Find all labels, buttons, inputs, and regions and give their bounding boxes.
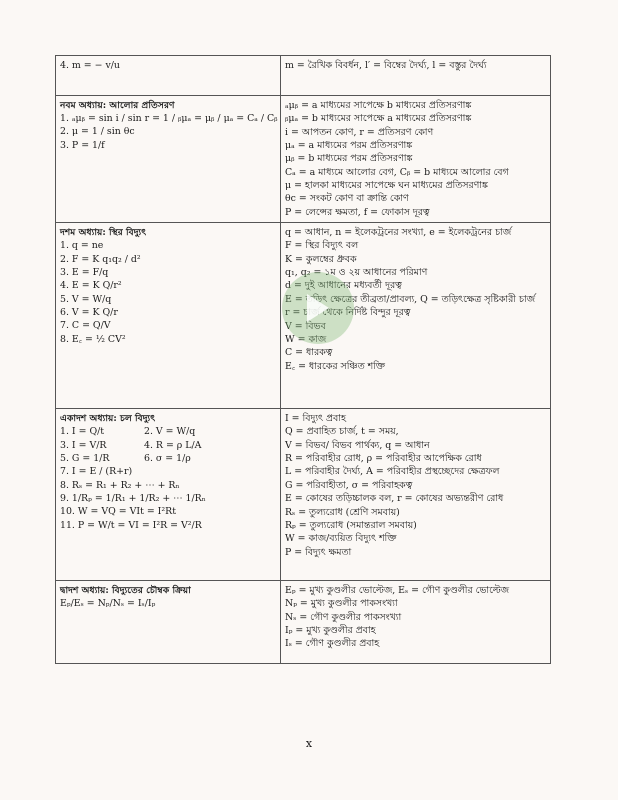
- definition-cell: [281, 409, 551, 581]
- formula-line: 3. E = F/q: [60, 266, 109, 278]
- formula-line: 8. Rₛ = R₁ + R₂ + ⋯ + Rₙ: [60, 479, 180, 491]
- formula-line: 5. V = W/q: [60, 293, 112, 305]
- formula-line: 7. I = E / (R+r): [60, 466, 133, 478]
- table-row: [56, 56, 551, 96]
- definition-line: m = রৈখিক বিবর্ধন, l′ = বিম্বের দৈর্ঘ্য, l = বস্তুর দৈর্ঘ্য: [285, 60, 487, 71]
- table-row: [56, 409, 551, 581]
- page-number: x: [305, 737, 313, 750]
- definition-line: q = আধান, n = ইলেকট্রনের সংখ্যা, e = ইলেকট্রনের চার্জ: [285, 227, 512, 239]
- definition-line: C = ধারকত্ব: [285, 347, 333, 359]
- definition-line: ᵦμₐ = b মাধ্যমের সাপেক্ষে a মাধ্যমের প্রতিসরণাঙ্ক: [285, 113, 472, 125]
- formula-line: 4. E = K Q/r²: [60, 280, 122, 292]
- definition-line: r = চার্জ থেকে নির্দিষ্ট বিন্দুর দূরত্ব: [285, 307, 411, 319]
- formula-cell: [56, 56, 281, 96]
- definition-cell: [281, 581, 551, 664]
- formula-line: 4. m = − v/u: [60, 60, 120, 71]
- formula-cell: [56, 581, 281, 664]
- definition-line: E = তড়িৎ ক্ষেত্রের তীব্রতা/প্রাবল্য, Q = তড়িৎক্ষেত্র সৃষ্টিকারী চার্জ: [285, 293, 536, 305]
- formula-line: 1. ₐμᵦ = sin i / sin r = 1 / ᵦμₐ = μᵦ / μₐ = Cₐ / Cᵦ: [60, 113, 278, 125]
- formula-line: 6. V = K Q/r: [60, 306, 118, 318]
- formula-line: 1. q = ne: [60, 240, 104, 252]
- table-row: [56, 96, 551, 223]
- formula-table: [55, 55, 551, 664]
- definition-line: P = লেন্সের ক্ষমতা, f = ফোকাস দূরত্ব: [285, 206, 430, 218]
- chapter-heading: নবম অধ্যায়: আলোর প্রতিসরণ: [60, 100, 175, 111]
- definition-line: Eₚ = মুখ্য কুণ্ডলীর ভোল্টেজ, Eₛ = গৌণ কুণ্ডলীর ভোল্টেজ: [285, 585, 510, 597]
- definition-line: R = পরিবাহীর রোধ, ρ = পরিবাহীর আপেক্ষিক রোধ: [285, 453, 482, 465]
- formula-pair: [60, 425, 276, 438]
- definition-line: Nₛ = গৌণ কুণ্ডলীর পাকসংখ্যা: [285, 611, 402, 623]
- definition-line: μ = হালকা মাধ্যমের সাপেক্ষে ঘন মাধ্যমের প্রতিসরণাঙ্ক: [285, 180, 488, 192]
- formula-line: 1. I = Q/t: [60, 426, 105, 438]
- definition-line: q₁, q₂ = ১ম ও ২য় আধানের পরিমাণ: [285, 267, 428, 279]
- table-row: [56, 581, 551, 664]
- definition-line: E꜀ = ধারকের সঞ্চিত শক্তি: [285, 360, 385, 372]
- formula-line: Eₚ/Eₛ = Nₚ/Nₛ = Iₛ/Iₚ: [60, 598, 156, 610]
- formula-line: 6. σ = 1/ρ: [144, 452, 191, 464]
- formula-cell: [56, 409, 281, 581]
- definition-line: K = কুলম্বের ধ্রুবক: [285, 253, 357, 265]
- chapter-heading: দশম অধ্যায়: স্থির বিদ্যুৎ: [60, 227, 147, 239]
- formula-cell: [56, 223, 281, 409]
- formula-line: 2. F = K q₁q₂ / d²: [60, 253, 141, 265]
- chapter-heading: দ্বাদশ অধ্যায়: বিদ্যুতের চৌম্বক ক্রিয়া: [60, 585, 191, 597]
- formula-line: 7. C = Q/V: [60, 320, 111, 332]
- definition-line: Q = প্রবাহিত চার্জ, t = সময়,: [285, 426, 399, 438]
- formula-line: 11. P = W/t = VI = I²R = V²/R: [60, 519, 202, 531]
- definition-line: Iₚ = মুখ্য কুণ্ডলীর প্রবাহ: [285, 625, 376, 637]
- formula-line: 3. P = 1/f: [60, 139, 105, 151]
- formula-line: 4. R = ρ L/A: [144, 439, 202, 451]
- definition-line: d = দুই আধানের মধ্যবর্তী দূরত্ব: [285, 280, 402, 292]
- definition-cell: [281, 56, 551, 96]
- definition-line: L = পরিবাহীর দৈর্ঘ্য, A = পরিবাহীর প্রস্থচ্ছেদের ক্ষেত্রফল: [285, 466, 500, 478]
- formula-line: 10. W = VQ = VIt = I²Rt: [60, 506, 176, 518]
- definition-line: Cₐ = a মাধ্যমে আলোর বেগ, Cᵦ = b মাধ্যমে আলোর বেগ: [285, 166, 509, 178]
- formula-line: 3. I = V/R: [60, 439, 107, 451]
- definition-line: Rₚ = তুল্যরোধ (সমান্তরাল সমবায়): [285, 519, 417, 531]
- definition-line: E = কোষের তড়িচ্চালক বল, r = কোষের অভ্যন্তরীণ রোধ: [285, 493, 504, 505]
- definition-line: θc = সংকট কোণ বা ক্রান্তি কোণ: [285, 193, 409, 205]
- definition-line: P = বিদ্যুৎ ক্ষমতা: [285, 546, 352, 558]
- formula-pair: [60, 439, 276, 452]
- formula-line: 9. 1/Rₚ = 1/R₁ + 1/R₂ + ⋯ 1/Rₙ: [60, 492, 206, 504]
- chapter-heading: একাদশ অধ্যায়: চল বিদ্যুৎ: [60, 413, 156, 425]
- formula-cell: [56, 96, 281, 223]
- definition-line: ₐμᵦ = a মাধ্যমের সাপেক্ষে b মাধ্যমের প্রতিসরণাঙ্ক: [285, 100, 472, 111]
- formula-line: 2. V = W/q: [144, 426, 196, 438]
- play-icon: [307, 294, 329, 322]
- formula-line: 2. μ = 1 / sin θc: [60, 126, 135, 138]
- definition-line: I = বিদ্যুৎ প্রবাহ: [285, 413, 346, 425]
- definition-line: Iₛ = গৌণ কুণ্ডলীর প্রবাহ: [285, 638, 380, 650]
- definition-line: i = আপতন কোণ, r = প্রতিসরণ কোণ: [285, 126, 434, 138]
- definition-line: V = বিভব/ বিভব পার্থক্য, q = আধান: [285, 439, 430, 451]
- definition-line: Rₛ = তুল্যরোধ (শ্রেণি সমবায়): [285, 506, 400, 518]
- definition-line: F = স্থির বিদ্যুৎ বল: [285, 240, 359, 252]
- definition-line: Nₚ = মুখ্য কুণ্ডলীর পাকসংখ্যা: [285, 598, 398, 610]
- definition-line: V = বিভব: [285, 320, 326, 332]
- definition-cell: [281, 96, 551, 223]
- definition-line: W = কাজ: [285, 333, 327, 345]
- definition-line: μᵦ = b মাধ্যমের পরম প্রতিসরণাঙ্ক: [285, 153, 413, 165]
- definition-line: μₐ = a মাধ্যমের পরম প্রতিসরণাঙ্ক: [285, 140, 413, 152]
- formula-pair: [60, 452, 276, 465]
- formula-line: 8. E꜀ = ½ CV²: [60, 333, 126, 345]
- definition-line: W = কাজ/ব্যয়িত বিদ্যুৎ শক্তি: [285, 533, 397, 545]
- definition-line: G = পরিবাহীতা, σ = পরিবাহকত্ব: [285, 479, 413, 491]
- formula-line: 5. G = 1/R: [60, 452, 110, 464]
